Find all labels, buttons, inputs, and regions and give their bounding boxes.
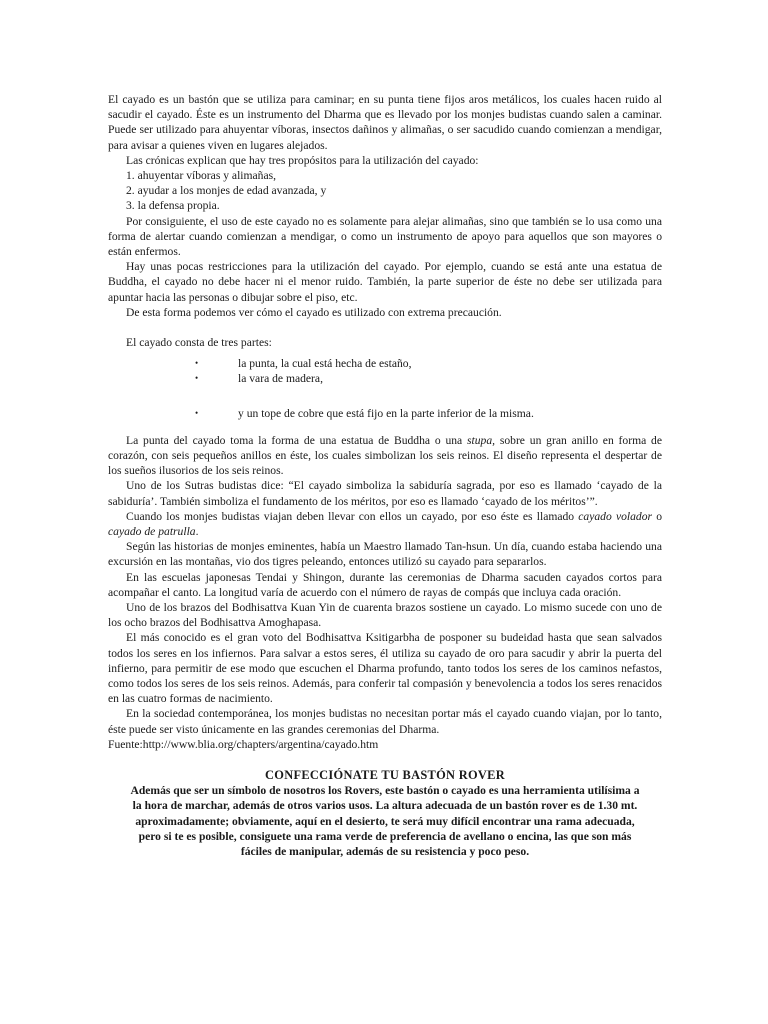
paragraph-contemporary: En la sociedad contemporánea, los monjes budistas no necesitan portar más el cayado cuando viajan, por lo tanto, éste puede ser visto únicamente en las grandes ceremonias del Dharma. (108, 707, 662, 736)
bold-line: fáciles de manipular, además de su resistencia y poco peso. (240, 845, 530, 859)
bold-line: Además que ser un símbolo de nosotros los Rovers, este bastón o cayado es una herramienta utilísima a (130, 784, 640, 798)
bullet-text: la vara de madera, (238, 372, 323, 386)
bullet-dot: • (195, 358, 199, 369)
purpose-item-3: 3. la defensa propia. (126, 199, 220, 213)
paragraph-sutras: Uno de los Sutras budistas dice: “El cayado simboliza la sabiduría sagrada, por eso es llamado ‘cayado de la sabiduría’. También simboliza el fundamento de los méritos, por eso es llamado ‘cayado de los méritos’”. (108, 479, 662, 508)
bullet-dot: • (195, 407, 199, 418)
paragraph-restrictions: Hay unas pocas restricciones para la utilización del cayado. Por ejemplo, cuando se está ante una estatua de Buddha, el cayado no debe hacer ni el menor ruido. También, la parte superior de éste no debe ser utilizada para apuntar hacia las personas o dibujar sobre el piso, etc. (108, 260, 662, 304)
paragraph-tip: La punta del cayado toma la forma de una estatua de Buddha o una stupa, sobre un gran anillo en forma de corazón, con seis pequeños anillos en éste, los cuales simbolizan los seis reinos. El diseño representa el despertar de los sueños ilusorios de los seis reinos. (108, 433, 662, 478)
paragraph-precaution: De esta forma podemos ver cómo el cayado es utilizado con extrema precaución. (126, 305, 502, 319)
spacer (108, 387, 662, 406)
bold-line: la hora de marchar, además de otros varios usos. La altura adecuada de un bastón rover es de 1.30 mt. (132, 799, 638, 813)
paragraph-kuan-yin: Uno de los brazos del Bodhisattva Kuan Yin de cuarenta brazos sostiene un cayado. Lo mismo sucede con uno de los ocho brazos del Bodhisattva Amoghapasa. (108, 601, 662, 630)
bullet-item (108, 371, 662, 386)
document-body (108, 92, 662, 859)
bold-line: pero si te es posible, consiguete una rama verde de preferencia de avellano o encina, las que son más (138, 829, 632, 843)
section-heading: CONFECCIÓNATE TU BASTÓN ROVER (265, 768, 505, 783)
parts-bullet-list (108, 356, 662, 421)
paragraph-intro: El cayado es un bastón que se utiliza para caminar; en su punta tiene fijos aros metálicos, los cuales hacen ruido al sacudir el cayado. Éste es un instrumento del Dharma que es llevado por los monjes budistas cuando salen a caminar. Puede ser utilizado para ahuyentar víboras, insectos dañinos y alimañas, o ser sacudido cuando comienzan a mendigar, para avisar a quienes viven en lugares alejados. (108, 93, 662, 152)
bullet-item (108, 406, 662, 421)
bullet-item (108, 356, 662, 371)
paragraph-purposes-intro: Las crónicas explican que hay tres propósitos para la utilización del cayado: (126, 153, 479, 167)
paragraph-consequently: Por consiguiente, el uso de este cayado no es solamente para alejar alimañas, sino que también se lo usa como una forma de alertar cuando comienzan a mendigar, o como un instrumento de apoyo para aquellos que son mayores o están enfermos. (108, 214, 662, 259)
paragraph-ksitigarbha: El más conocido es el gran voto del Bodhisattva Ksitigarbha de posponer su budeidad hasta que sean salvados todos los seres en los infiernos. Para salvar a estos seres, él utiliza su cayado de oro para sacudir y abrir la puerta del infierno, para permitir de ese modo que escuchen el Dharma profundo, tanto todos los seres de los caminos nefastos, como todos los seres de los seis reinos. Además, para conferir tal compasión y benevolencia a todos los seres renacidos en las cuatro formas de nacimiento. (108, 631, 662, 706)
paragraph-tan-hsun: Según las historias de monjes eminentes, había un Maestro llamado Tan-hsun. Un día, cuando estaba haciendo una excursión en las montañas, vio dos tigres peleando, entonces utilizó su cayado para separarlos. (108, 540, 662, 569)
purpose-item-1: 1. ahuyentar víboras y alimañas, (126, 169, 277, 183)
bullet-text: la punta, la cual está hecha de estaño, (238, 357, 412, 371)
spacer (108, 320, 662, 335)
bullet-text: y un tope de cobre que está fijo en la parte inferior de la misma. (238, 406, 534, 420)
paragraph-japanese-schools: En las escuelas japonesas Tendai y Shingon, durante las ceremonias de Dharma sacuden cayados cortos para acompañar el canto. La longitud varía de acuerdo con el número de rayas de compás que incluya cada oración. (108, 570, 662, 599)
source-line: Fuente:http://www.blia.org/chapters/argentina/cayado.htm (108, 737, 379, 751)
paragraph-parts-intro: El cayado consta de tres partes: (126, 336, 272, 350)
purpose-item-2: 2. ayudar a los monjes de edad avanzada, y (126, 184, 327, 198)
bold-line: aproximadamente; obviamente, aquí en el desierto, te será muy difícil encontrar una rama adecuada, (135, 814, 635, 828)
rover-staff-paragraph (108, 783, 662, 859)
bullet-dot: • (195, 373, 199, 384)
paragraph-travel: Cuando los monjes budistas viajan deben llevar con ellos un cayado, por eso éste es llamado cayado volador o cayado de patrulla. (108, 509, 662, 539)
